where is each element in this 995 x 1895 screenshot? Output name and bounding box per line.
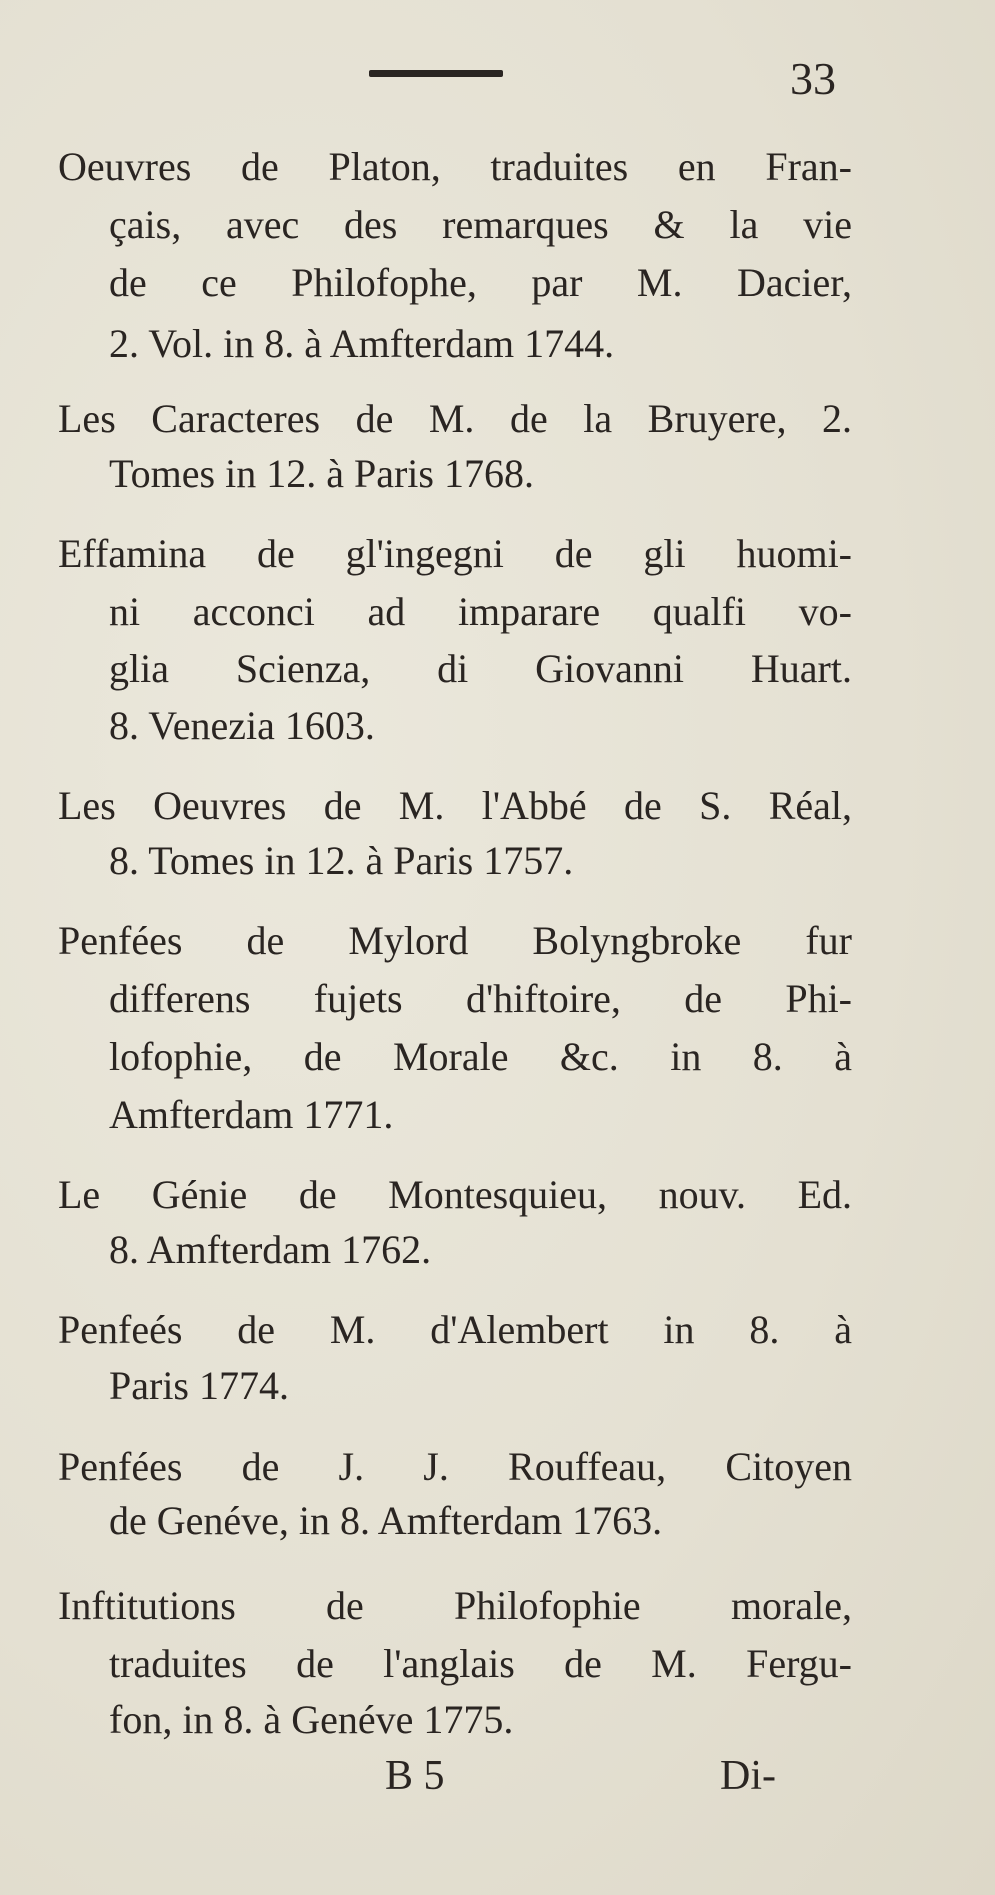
entry-line: Oeuvres de Platon, traduites en Fran- bbox=[58, 144, 852, 189]
entry-line: 2. Vol. in 8. à Amfterdam 1744. bbox=[109, 321, 615, 366]
page-number: 33 bbox=[790, 53, 836, 104]
entry-line: Effamina de gl'ingegni de gli huomi- bbox=[58, 531, 852, 576]
entry-line: de ce Philofophe, par M. Dacier, bbox=[109, 260, 852, 305]
entry-line: Tomes in 12. à Paris 1768. bbox=[109, 451, 534, 496]
entry-line: 8. Amfterdam 1762. bbox=[109, 1227, 432, 1272]
entry-line: ni acconci ad imparare qualfi vo- bbox=[109, 589, 852, 634]
entry-line: Penfées de J. J. Rouffeau, Citoyen bbox=[58, 1444, 852, 1489]
entry-line: Le Génie de Montesquieu, nouv. Ed. bbox=[58, 1172, 852, 1217]
header-ornament-rule bbox=[369, 70, 503, 77]
entry-line: Penfeés de M. d'Alembert in 8. à bbox=[58, 1307, 852, 1352]
entry-line: lofophie, de Morale &c. in 8. à bbox=[109, 1034, 852, 1079]
entry-line: Amfterdam 1771. bbox=[109, 1092, 394, 1137]
entry-line: 8. Venezia 1603. bbox=[109, 703, 375, 748]
entry-line: Paris 1774. bbox=[109, 1363, 289, 1408]
catchword: Di- bbox=[720, 1753, 776, 1799]
entry-line: Les Oeuvres de M. l'Abbé de S. Réal, bbox=[58, 783, 852, 828]
signature-mark: B 5 bbox=[385, 1753, 445, 1799]
entry-line: de Genéve, in 8. Amfterdam 1763. bbox=[109, 1498, 663, 1543]
entry-line: traduites de l'anglais de M. Fergu- bbox=[109, 1641, 852, 1686]
entry-line: 8. Tomes in 12. à Paris 1757. bbox=[109, 838, 574, 883]
entry-line: fon, in 8. à Genéve 1775. bbox=[109, 1697, 514, 1742]
entry-line: Inftitutions de Philofophie morale, bbox=[58, 1583, 852, 1628]
entry-line: Penfées de Mylord Bolyngbroke fur bbox=[58, 918, 852, 963]
entry-line: Les Caracteres de M. de la Bruyere, 2. bbox=[58, 396, 852, 441]
entry-line: differens fujets d'hiftoire, de Phi- bbox=[109, 976, 852, 1021]
entry-line: çais, avec des remarques & la vie bbox=[109, 202, 852, 247]
entry-line: glia Scienza, di Giovanni Huart. bbox=[109, 646, 852, 691]
